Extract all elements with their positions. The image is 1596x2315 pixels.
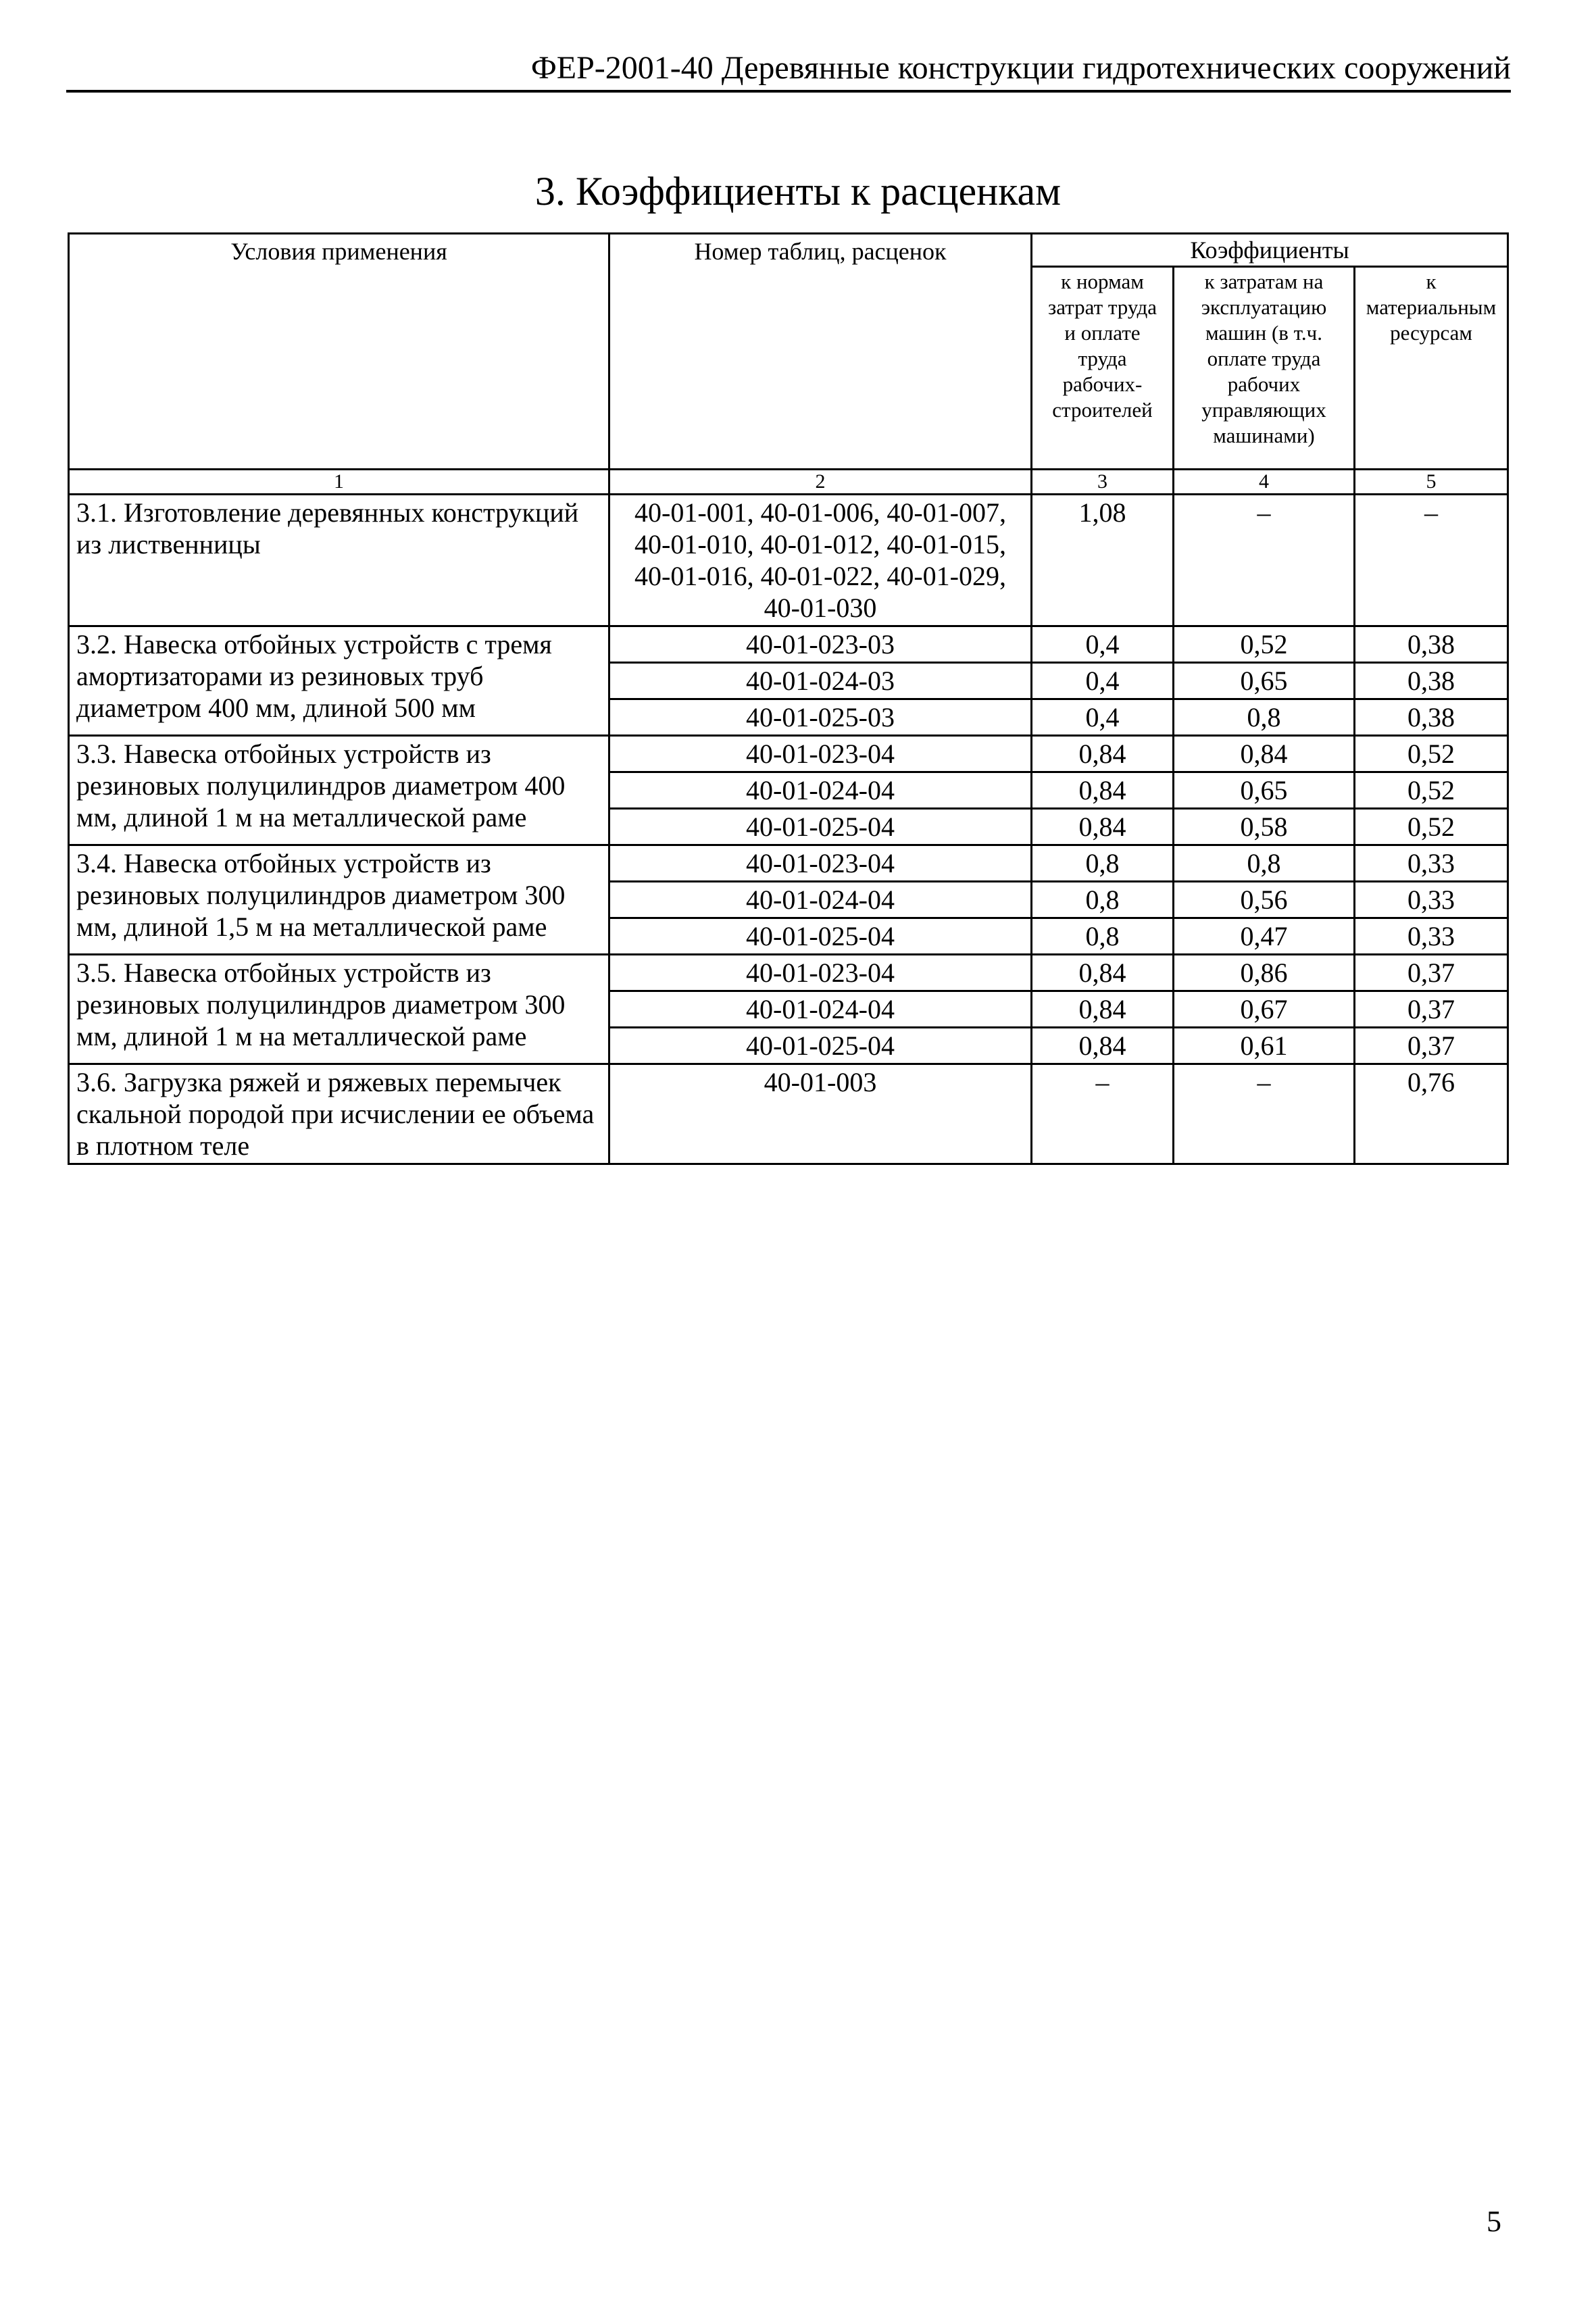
labor-coef-cell: 0,84 — [1032, 736, 1174, 772]
section-title: 3. Коэффициенты к расценкам — [534, 169, 1062, 214]
materials-coef-cell: 0,33 — [1355, 845, 1508, 882]
labor-coef-cell: 0,84 — [1032, 772, 1174, 809]
code-cell: 40-01-023-04 — [609, 955, 1032, 991]
header-coefficients-group: Коэффициенты — [1032, 234, 1508, 267]
header-machines: к затратам на эксплуатацию машин (в т.ч. оплате труда рабочих управляющих машинами) — [1174, 267, 1355, 470]
materials-coef-cell: 0,52 — [1355, 736, 1508, 772]
condition-cell: 3.3. Навеска отбойных устройств из резиновых полуцилиндров диаметром 400 мм, длиной 1 м на металлической раме — [69, 736, 609, 845]
code-cell: 40-01-025-04 — [609, 1028, 1032, 1064]
column-number: 1 — [69, 470, 609, 495]
labor-coef-cell: 0,8 — [1032, 918, 1174, 955]
table-row — [69, 495, 1508, 626]
machines-coef-cell: 0,52 — [1174, 626, 1355, 663]
labor-coef-cell: 0,84 — [1032, 991, 1174, 1028]
header-conditions: Условия применения — [69, 234, 609, 470]
machines-coef-cell: 0,67 — [1174, 991, 1355, 1028]
header-materials: к материальным ресурсам — [1355, 267, 1508, 470]
materials-coef-cell: 0,37 — [1355, 955, 1508, 991]
labor-coef-cell: 0,8 — [1032, 882, 1174, 918]
header-table-numbers: Номер таблиц, расценок — [609, 234, 1032, 470]
materials-coef-cell: 0,38 — [1355, 699, 1508, 736]
header-rule — [66, 90, 1511, 93]
page-number: 5 — [1487, 2205, 1501, 2238]
running-header: ФЕР-2001-40 Деревянные конструкции гидротехнических сооружений — [530, 50, 1511, 86]
header-labor: к нормам затрат труда и оплате труда рабочих- строителей — [1032, 267, 1174, 470]
condition-cell: 3.2. Навеска отбойных устройств с тремя амортизаторами из резиновых труб диаметром 400 мм, длиной 500 мм — [69, 626, 609, 736]
materials-coef-cell: 0,38 — [1355, 626, 1508, 663]
machines-coef-cell: – — [1174, 495, 1355, 626]
column-number-row — [69, 470, 1508, 495]
code-cell: 40-01-023-04 — [609, 736, 1032, 772]
machines-coef-cell: 0,84 — [1174, 736, 1355, 772]
column-number: 3 — [1032, 470, 1174, 495]
condition-cell: 3.4. Навеска отбойных устройств из резиновых полуцилиндров диаметром 300 мм, длиной 1,5 м на металлической раме — [69, 845, 609, 955]
materials-coef-cell: 0,38 — [1355, 663, 1508, 699]
labor-coef-cell: 0,84 — [1032, 809, 1174, 845]
materials-coef-cell: 0,37 — [1355, 1028, 1508, 1064]
machines-coef-cell: 0,8 — [1174, 699, 1355, 736]
machines-coef-cell: 0,56 — [1174, 882, 1355, 918]
code-cell: 40-01-024-03 — [609, 663, 1032, 699]
labor-coef-cell: 0,4 — [1032, 699, 1174, 736]
labor-coef-cell: 0,4 — [1032, 626, 1174, 663]
labor-coef-cell: – — [1032, 1064, 1174, 1164]
machines-coef-cell: 0,8 — [1174, 845, 1355, 882]
coefficients-table — [68, 232, 1509, 1165]
materials-coef-cell: – — [1355, 495, 1508, 626]
condition-cell: 3.6. Загрузка ряжей и ряжевых перемычек скальной породой при исчислении ее объема в плотном теле — [69, 1064, 609, 1164]
code-cell: 40-01-024-04 — [609, 882, 1032, 918]
table-row — [69, 626, 1508, 663]
machines-coef-cell: 0,47 — [1174, 918, 1355, 955]
table-row — [69, 1064, 1508, 1164]
materials-coef-cell: 0,52 — [1355, 809, 1508, 845]
materials-coef-cell: 0,76 — [1355, 1064, 1508, 1164]
code-cell: 40-01-024-04 — [609, 772, 1032, 809]
code-cell: 40-01-023-03 — [609, 626, 1032, 663]
table-numbers-cell: 40-01-001, 40-01-006, 40-01-007, 40-01-010, 40-01-012, 40-01-015, 40-01-016, 40-01-022, 40-01-029, 40-01-030 — [609, 495, 1032, 626]
column-number: 5 — [1355, 470, 1508, 495]
table-row — [69, 736, 1508, 772]
machines-coef-cell: 0,65 — [1174, 772, 1355, 809]
labor-coef-cell: 0,8 — [1032, 845, 1174, 882]
labor-coef-cell: 0,84 — [1032, 955, 1174, 991]
condition-cell: 3.5. Навеска отбойных устройств из резиновых полуцилиндров диаметром 300 мм, длиной 1 м на металлической раме — [69, 955, 609, 1064]
machines-coef-cell: 0,65 — [1174, 663, 1355, 699]
materials-coef-cell: 0,52 — [1355, 772, 1508, 809]
labor-coef-cell: 0,84 — [1032, 1028, 1174, 1064]
code-cell: 40-01-024-04 — [609, 991, 1032, 1028]
column-number: 4 — [1174, 470, 1355, 495]
materials-coef-cell: 0,33 — [1355, 882, 1508, 918]
machines-coef-cell: 0,58 — [1174, 809, 1355, 845]
materials-coef-cell: 0,33 — [1355, 918, 1508, 955]
table-row — [69, 955, 1508, 991]
code-cell: 40-01-003 — [609, 1064, 1032, 1164]
code-cell: 40-01-025-03 — [609, 699, 1032, 736]
machines-coef-cell: 0,61 — [1174, 1028, 1355, 1064]
machines-coef-cell: – — [1174, 1064, 1355, 1164]
code-cell: 40-01-025-04 — [609, 918, 1032, 955]
labor-coef-cell: 0,4 — [1032, 663, 1174, 699]
code-cell: 40-01-023-04 — [609, 845, 1032, 882]
code-cell: 40-01-025-04 — [609, 809, 1032, 845]
condition-cell: 3.1. Изготовление деревянных конструкций из лиственницы — [69, 495, 609, 626]
table-row — [69, 845, 1508, 882]
column-number: 2 — [609, 470, 1032, 495]
labor-coef-cell: 1,08 — [1032, 495, 1174, 626]
materials-coef-cell: 0,37 — [1355, 991, 1508, 1028]
machines-coef-cell: 0,86 — [1174, 955, 1355, 991]
